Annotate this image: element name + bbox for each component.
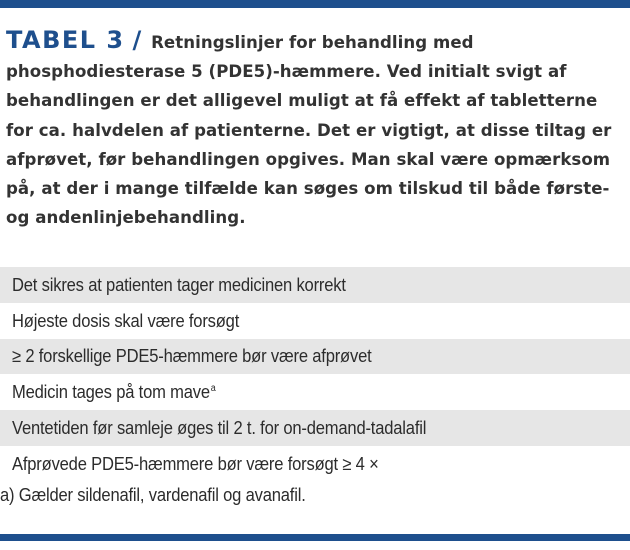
table-row [0, 446, 630, 482]
table-label: TABEL 3 [6, 26, 125, 54]
table-row [0, 339, 630, 375]
row-text: Afprøvede PDE5-hæmmere bør være forsøgt ≥ 4 × [12, 452, 379, 474]
row-text: Ventetiden før samleje øges til 2 t. for on-demand-tadalafil [12, 417, 427, 439]
bottom-rule [0, 534, 630, 541]
guideline-table [0, 267, 630, 482]
table-row [0, 374, 630, 410]
row-text: Medicin tages på tom mave [12, 381, 210, 403]
caption-separator: / [132, 26, 142, 54]
row-text: Højeste dosis skal være forsøgt [12, 309, 240, 331]
caption-text: Retningslinjer for behandling med phosphodiesterase 5 (PDE5)-hæmmere. Ved initialt svigt af behandlingen er det alligevel muligt at få effekt af tabletterne for ca. halvdelen af patienterne. Det er vigtigt, at disse tiltag er afprøvet, før behandlingen opgives. Man skal være opmærksom på, at der i mange tilfælde kan søges om tilskud til både første- og andenlinjebehandling. [6, 33, 612, 228]
footnote-text: a) Gælder sildenafil, vardenafil og avanafil. [0, 484, 306, 505]
row-text: Det sikres at patienten tager medicinen korrekt [12, 273, 346, 295]
table-row [0, 303, 630, 339]
table-caption [6, 26, 624, 232]
table-footnote [0, 484, 630, 506]
table-row [0, 267, 630, 303]
footnote-marker: a [210, 383, 216, 395]
top-rule [0, 0, 630, 8]
table-row [0, 410, 630, 446]
row-text: ≥ 2 forskellige PDE5-hæmmere bør være afprøvet [12, 345, 372, 367]
